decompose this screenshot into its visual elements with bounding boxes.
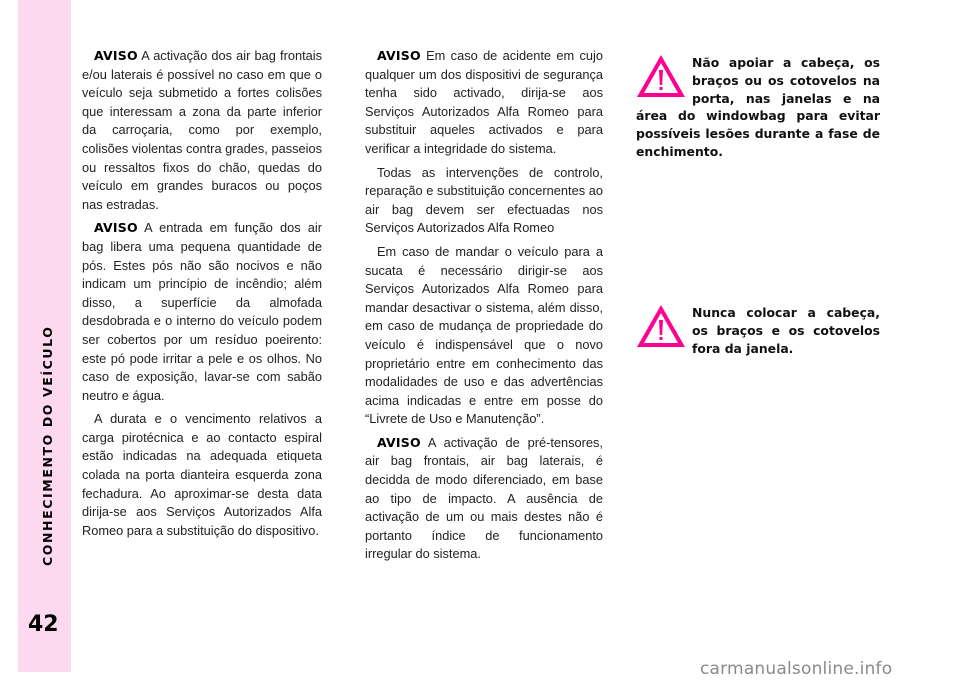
paragraph: A durata e o vencimento relativos a carga pirotécnica e ao contacto espiral estão indicadas na adequada etiqueta colada na porta dianteira esquerda zona fechadura. Ao aproximar-se desta data dirija-se aos Serviços Autorizados Alfa Romeo para a substituição do dispositivo. xyxy=(82,411,322,538)
footer-watermark: carmanualsonline.info xyxy=(700,659,893,679)
section-title: CONHECIMENTO DO VEÍCULO xyxy=(40,325,55,566)
paragraph: AVISO Em caso de acidente em cujo qualquer um dos dispositivi de segurança tenha sido activado, dirija-se aos Serviços Autorizados Alfa Romeo para substituir aqueles activados e para verificar a integridade do sistema. xyxy=(365,48,603,156)
aviso-label: AVISO xyxy=(94,48,138,63)
warning-box: Nunca colocar a cabeça, os braços e os cotovelos fora da janela. xyxy=(636,304,880,357)
paragraph: AVISO A activação dos air bag frontais e/ou laterais é possível no caso em que o veículo seja submetido a fortes colisões que interessam a zona da parte inferior da carroçaria, como por exemplo, colisões violentas contra grades, passeios ou ressaltos fixos do chão, quedas do veículo em grandes buracos ou poços nas estradas. xyxy=(82,48,322,212)
warning-box: Não apoiar a cabeça, os braços ou os cotovelos na porta, nas janelas e na área do windowbag para evitar possíveis lesões durante a fase de enchimento. xyxy=(636,55,880,159)
text-column-1 xyxy=(82,47,322,545)
warning-triangle-icon xyxy=(636,304,686,348)
warning-triangle-icon xyxy=(636,54,686,98)
aviso-label: AVISO xyxy=(94,220,138,236)
text-column-2 xyxy=(365,47,603,569)
paragraph: Todas as intervenções de controlo, reparação e substituição concernentes ao air bag devem ser efectuadas nos Serviços Autorizados Alfa Romeo xyxy=(365,164,603,236)
paragraph: AVISO A entrada em função dos air bag libera uma pequena quantidade de pós. Estes pós não são nocivos e não indicam um princípio de incêndio; além disso, a superfície da almofada desdobrada e o interno do veículo podem ser cobertos por um resíduo poeirento: este pó pode irritar a pele e os olhos. No caso de exposição, lavar-se com sabão neutro e água. xyxy=(82,220,322,403)
paragraph: AVISO A activação de pré-tensores, air bag frontais, air bag laterais, é decidda de modo diferenciado, em base ao tipo de impacto. A ausência de activação de um ou mais destes não é portanto índice de funcionamento irregular do sistema. xyxy=(365,434,603,562)
aviso-label: AVISO xyxy=(377,434,421,450)
paragraph: Em caso de mandar o veículo para a sucata é necessário dirigir-se aos Serviços Autorizados Alfa Romeo para mandar desactivar o sistema, além disso, em caso de mudança de propriedade do veículo é indispensável que o novo proprietário entre em conhecimento das modalidades de uso e das advertências acima indicadas e entre em posse do “Livrete de Uso e Manutenção”. xyxy=(365,243,603,427)
aviso-label: AVISO xyxy=(377,48,421,63)
page-number: 42 xyxy=(28,612,59,637)
